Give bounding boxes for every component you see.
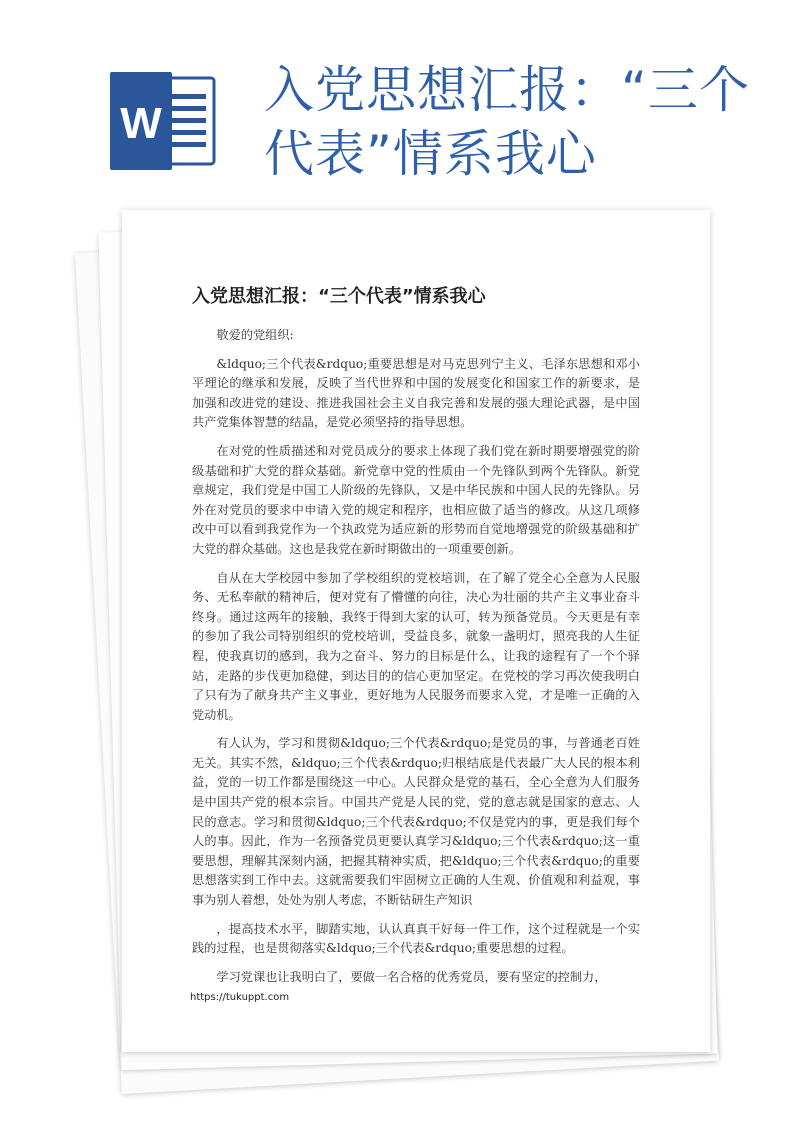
word-letter: W [120, 99, 162, 148]
source-url: https://tukuppt.com [190, 992, 290, 1003]
paragraph: 在对党的性质描述和对党员成分的要求上体现了我们党在新时期要增强党的阶级基础和扩大党的群众基础。新党章中党的性质由一个先锋队到两个先锋队。新党章规定，我们党是中国工人阶级的先锋队，又是中华民族和中国人民的先锋队。另外在对党员的要求中申请入党的规定和程序，也相应做了适当的修改。从这几项修改中可以看到我党作为一个执政党为适应新的形势而自觉地增强党的阶级基础和扩大党的群众基础。这也是我党在新时期做出的一项重要创新。 [192, 443, 640, 556]
word-document-icon [108, 72, 218, 170]
paragraph: 学习党课也让我明白了，要做一名合格的优秀党员，要有坚定的控制力， [216, 969, 607, 984]
paragraph: 有人认为，学习和贯彻&ldquo;三个代表&rdquo;是党员的事，与普通老百姓无关。其实不然，&ldquo;三个代表&rdquo;归根结底是代表最广大人民的根本利益，党的一切工作都是围绕这一中心。人民群众是党的基石，全心全意为人们服务是中国共产党的根本宗旨。中国共产党是人民的党，党的意志就是国家的意志、人民的意志。学习和贯彻&ldquo;三个代表&rdquo;不仅是党内的事，更是我们每个人的事。因此，作为一名预备党员更要认真学习&ldquo;三个代表&rdquo;这一重要思想，理解其深刻内涵，把握其精神实质，把&ldquo;三个代表&rdquo;的重要思想落实到工作中去。这就需要我们牢固树立正确的人生观、价值观和利益观，事事为别人着想，处处为别人考虑，不断钻研生产知识 [192, 736, 640, 908]
paragraph: &ldquo;三个代表&rdquo;重要思想是对马克思列宁主义、毛泽东思想和邓小平理论的继承和发展，反映了当代世界和中国的发展变化和国家工作的新要求，是加强和改进党的建设、推进我国社会主义自我完善和发展的强大理论武器，是中国共产党集体智慧的结晶，是党必须坚持的指导思想。 [192, 356, 640, 430]
page-title: 入党思想汇报：“三个代表”情系我心 [264, 61, 750, 183]
document-body [192, 326, 640, 987]
document-title: 入党思想汇报：“三个代表”情系我心 [192, 286, 486, 307]
paragraph: 自从在大学校园中参加了学校组织的党校培训，在了解了党全心全意为人民服务、无私奉献的精神后，便对党有了懵懂的向往，决心为壮丽的共产主义事业奋斗终身。通过这两年的接触，我终于得到大家的认可，转为预备党员。今天更是有幸的参加了我公司特别组织的党校培训，受益良多，就象一盏明灯，照亮我的人生征程，使我真切的感到，我为之奋斗、努力的目标是什么，让我的途程有了一个个驿站，走路的步伐更加稳健，到达目的的信心更加坚定。在党校的学习再次使我明白了只有为了献身共产主义事业，更好地为人民服务而要求入党，才是唯一正确的入党动机。 [192, 570, 640, 722]
paragraph: ，提高技术水平，脚踏实地，认认真真干好每一件工作，这个过程就是一个实践的过程，也是贯彻落实&ldquo;三个代表&rdquo;重要思想的过程。 [192, 921, 640, 956]
greeting: 敬爱的党组织: [216, 328, 294, 342]
document-page [122, 210, 710, 1052]
